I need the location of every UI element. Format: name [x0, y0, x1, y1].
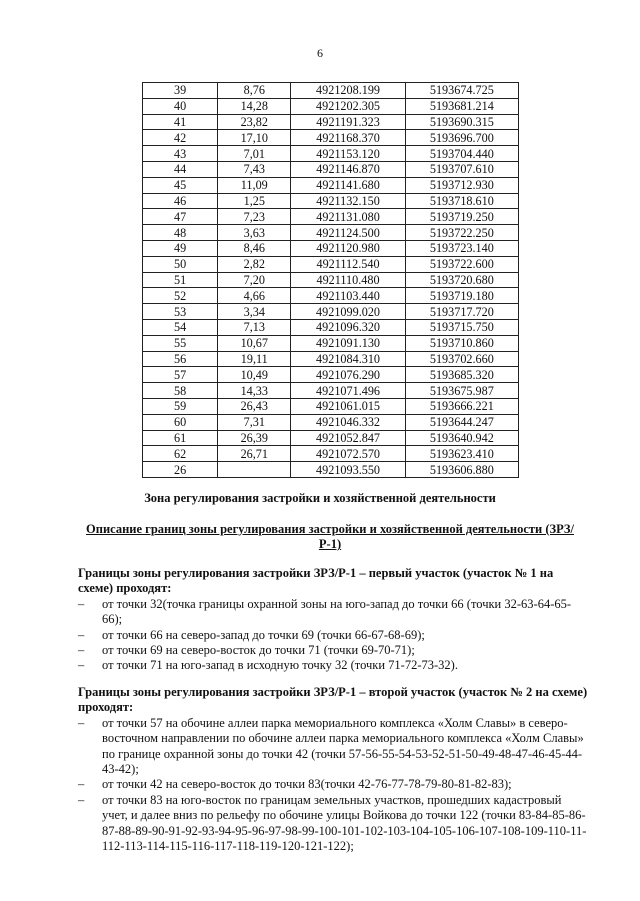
x-coordinate-cell: 4921131.080 — [291, 209, 405, 225]
point-number-cell: 47 — [143, 209, 218, 225]
x-coordinate-cell: 4921046.332 — [291, 414, 405, 430]
y-coordinate-cell: 5193623.410 — [405, 446, 518, 462]
point-number-cell: 61 — [143, 430, 218, 446]
distance-cell: 8,46 — [218, 240, 291, 256]
x-coordinate-cell: 4921124.500 — [291, 225, 405, 241]
y-coordinate-cell: 5193702.660 — [405, 351, 518, 367]
distance-cell: 11,09 — [218, 177, 291, 193]
distance-cell: 26,39 — [218, 430, 291, 446]
x-coordinate-cell: 4921096.320 — [291, 319, 405, 335]
point-number-cell: 40 — [143, 98, 218, 114]
x-coordinate-cell: 4921061.015 — [291, 398, 405, 414]
distance-cell: 7,01 — [218, 146, 291, 162]
table-row — [143, 430, 519, 446]
y-coordinate-cell: 5193674.725 — [405, 83, 518, 99]
description-title: Описание границ зоны регулирования застройки и хозяйственной деятельности (ЗРЗ/Р-1) — [86, 522, 574, 551]
table-row — [143, 256, 519, 272]
point-number-cell: 42 — [143, 130, 218, 146]
list-item: – от точки 71 на юго-запад в исходную точку 32 (точки 71-72-73-32). — [78, 658, 458, 673]
distance-cell: 7,43 — [218, 161, 291, 177]
section-heading: Границы зоны регулирования застройки ЗРЗ/Р-1 – первый участок (участок № 1 на схеме) проходят: — [78, 566, 554, 596]
table-row — [143, 304, 519, 320]
x-coordinate-cell: 4921091.130 — [291, 335, 405, 351]
boundary-list — [78, 716, 588, 855]
point-number-cell: 44 — [143, 161, 218, 177]
distance-cell: 3,34 — [218, 304, 291, 320]
distance-cell: 26,43 — [218, 398, 291, 414]
y-coordinate-cell: 5193644.247 — [405, 414, 518, 430]
point-number-cell: 51 — [143, 272, 218, 288]
point-number-cell: 62 — [143, 446, 218, 462]
x-coordinate-cell: 4921110.480 — [291, 272, 405, 288]
table-row — [143, 161, 519, 177]
y-coordinate-cell: 5193675.987 — [405, 383, 518, 399]
y-coordinate-cell: 5193715.750 — [405, 319, 518, 335]
x-coordinate-cell: 4921072.570 — [291, 446, 405, 462]
section-plot-2 — [78, 685, 588, 854]
point-number-cell: 55 — [143, 335, 218, 351]
x-coordinate-cell: 4921071.496 — [291, 383, 405, 399]
y-coordinate-cell: 5193681.214 — [405, 98, 518, 114]
distance-cell: 7,13 — [218, 319, 291, 335]
point-number-cell: 41 — [143, 114, 218, 130]
y-coordinate-cell: 5193710.860 — [405, 335, 518, 351]
table-row — [143, 414, 519, 430]
x-coordinate-cell: 4921202.305 — [291, 98, 405, 114]
x-coordinate-cell: 4921052.847 — [291, 430, 405, 446]
x-coordinate-cell: 4921103.440 — [291, 288, 405, 304]
distance-cell: 7,20 — [218, 272, 291, 288]
table-row — [143, 209, 519, 225]
distance-cell: 10,49 — [218, 367, 291, 383]
x-coordinate-cell: 4921099.020 — [291, 304, 405, 320]
table-row — [143, 83, 519, 99]
distance-cell — [218, 462, 291, 478]
table-row — [143, 177, 519, 193]
y-coordinate-cell: 5193704.440 — [405, 146, 518, 162]
point-number-cell: 59 — [143, 398, 218, 414]
point-number-cell: 49 — [143, 240, 218, 256]
y-coordinate-cell: 5193640.942 — [405, 430, 518, 446]
page-number: 6 — [317, 46, 323, 60]
point-number-cell: 48 — [143, 225, 218, 241]
distance-cell: 17,10 — [218, 130, 291, 146]
y-coordinate-cell: 5193690.315 — [405, 114, 518, 130]
distance-cell: 7,31 — [218, 414, 291, 430]
point-number-cell: 60 — [143, 414, 218, 430]
list-item: – от точки 83 на юго-восток по границам земельных участков, прошедших кадастровый учет, и далее вниз по рельефу по обочине улицы Войкова до точки 122 (точки 83-84-85-86-87-88-89-90-91-92-93-94-95-96-97-98-99-100-101-102-103-104-105-106-107-108-109-110-11-112-113-114-115-116-117-118-119-120-121-122); — [78, 792, 587, 854]
point-number-cell: 50 — [143, 256, 218, 272]
point-number-cell: 58 — [143, 383, 218, 399]
y-coordinate-cell: 5193718.610 — [405, 193, 518, 209]
point-number-cell: 57 — [143, 367, 218, 383]
list-item: – от точки 42 на северо-восток до точки 83(точки 42-76-77-78-79-80-81-82-83); — [78, 777, 512, 792]
y-coordinate-cell: 5193719.180 — [405, 288, 518, 304]
y-coordinate-cell: 5193723.140 — [405, 240, 518, 256]
point-number-cell: 26 — [143, 462, 218, 478]
table-row — [143, 351, 519, 367]
table-row — [143, 240, 519, 256]
x-coordinate-cell: 4921191.323 — [291, 114, 405, 130]
point-number-cell: 43 — [143, 146, 218, 162]
table-row — [143, 446, 519, 462]
x-coordinate-cell: 4921112.540 — [291, 256, 405, 272]
x-coordinate-cell: 4921168.370 — [291, 130, 405, 146]
x-coordinate-cell: 4921076.290 — [291, 367, 405, 383]
list-item: – от точки 32(точка границы охранной зоны на юго-запад до точки 66 (точки 32-63-64-65-66); — [78, 596, 572, 627]
y-coordinate-cell: 5193717.720 — [405, 304, 518, 320]
list-item: – от точки 57 на обочине аллеи парка мемориального комплекса «Холм Славы» в северо-восточном направлении по обочине аллеи парка мемориального комплекса «Холм Славы» по границе охранной зоны до точки 42 (точки 57-56-55-54-53-52-51-50-49-48-47-46-45-44-43-42); — [78, 715, 584, 777]
y-coordinate-cell: 5193606.880 — [405, 462, 518, 478]
distance-cell: 14,28 — [218, 98, 291, 114]
zone-title: Зона регулирования застройки и хозяйственной деятельности — [144, 491, 496, 505]
table-row — [143, 383, 519, 399]
point-number-cell: 54 — [143, 319, 218, 335]
boundary-list — [78, 597, 588, 674]
distance-cell: 14,33 — [218, 383, 291, 399]
distance-cell: 8,76 — [218, 83, 291, 99]
table-row — [143, 319, 519, 335]
y-coordinate-cell: 5193722.250 — [405, 225, 518, 241]
table-row — [143, 130, 519, 146]
distance-cell: 7,23 — [218, 209, 291, 225]
distance-cell: 3,63 — [218, 225, 291, 241]
distance-cell: 23,82 — [218, 114, 291, 130]
table-row — [143, 114, 519, 130]
y-coordinate-cell: 5193719.250 — [405, 209, 518, 225]
y-coordinate-cell: 5193722.600 — [405, 256, 518, 272]
list-item: – от точки 69 на северо-восток до точки 71 (точки 69-70-71); — [78, 643, 415, 658]
point-number-cell: 52 — [143, 288, 218, 304]
x-coordinate-cell: 4921153.120 — [291, 146, 405, 162]
y-coordinate-cell: 5193696.700 — [405, 130, 518, 146]
x-coordinate-cell: 4921120.980 — [291, 240, 405, 256]
x-coordinate-cell: 4921208.199 — [291, 83, 405, 99]
y-coordinate-cell: 5193707.610 — [405, 161, 518, 177]
table-row — [143, 335, 519, 351]
x-coordinate-cell: 4921093.550 — [291, 462, 405, 478]
point-number-cell: 45 — [143, 177, 218, 193]
point-number-cell: 53 — [143, 304, 218, 320]
table-row — [143, 98, 519, 114]
distance-cell: 4,66 — [218, 288, 291, 304]
y-coordinate-cell: 5193720.680 — [405, 272, 518, 288]
coordinates-table — [142, 82, 519, 478]
table-row — [143, 367, 519, 383]
x-coordinate-cell: 4921146.870 — [291, 161, 405, 177]
y-coordinate-cell: 5193712.930 — [405, 177, 518, 193]
point-number-cell: 46 — [143, 193, 218, 209]
section-heading: Границы зоны регулирования застройки ЗРЗ/Р-1 – второй участок (участок № 2 на схеме) проходят: — [78, 685, 588, 715]
distance-cell: 19,11 — [218, 351, 291, 367]
x-coordinate-cell: 4921084.310 — [291, 351, 405, 367]
distance-cell: 26,71 — [218, 446, 291, 462]
distance-cell: 2,82 — [218, 256, 291, 272]
point-number-cell: 39 — [143, 83, 218, 99]
x-coordinate-cell: 4921132.150 — [291, 193, 405, 209]
table-row — [143, 225, 519, 241]
section-plot-1 — [78, 566, 588, 674]
table-row — [143, 288, 519, 304]
table-row — [143, 193, 519, 209]
table-row — [143, 272, 519, 288]
point-number-cell: 56 — [143, 351, 218, 367]
distance-cell: 10,67 — [218, 335, 291, 351]
table-row — [143, 398, 519, 414]
x-coordinate-cell: 4921141.680 — [291, 177, 405, 193]
distance-cell: 1,25 — [218, 193, 291, 209]
y-coordinate-cell: 5193666.221 — [405, 398, 518, 414]
table-row — [143, 146, 519, 162]
list-item: – от точки 66 на северо-запад до точки 69 (точки 66-67-68-69); — [78, 627, 425, 642]
y-coordinate-cell: 5193685.320 — [405, 367, 518, 383]
table-row — [143, 462, 519, 478]
